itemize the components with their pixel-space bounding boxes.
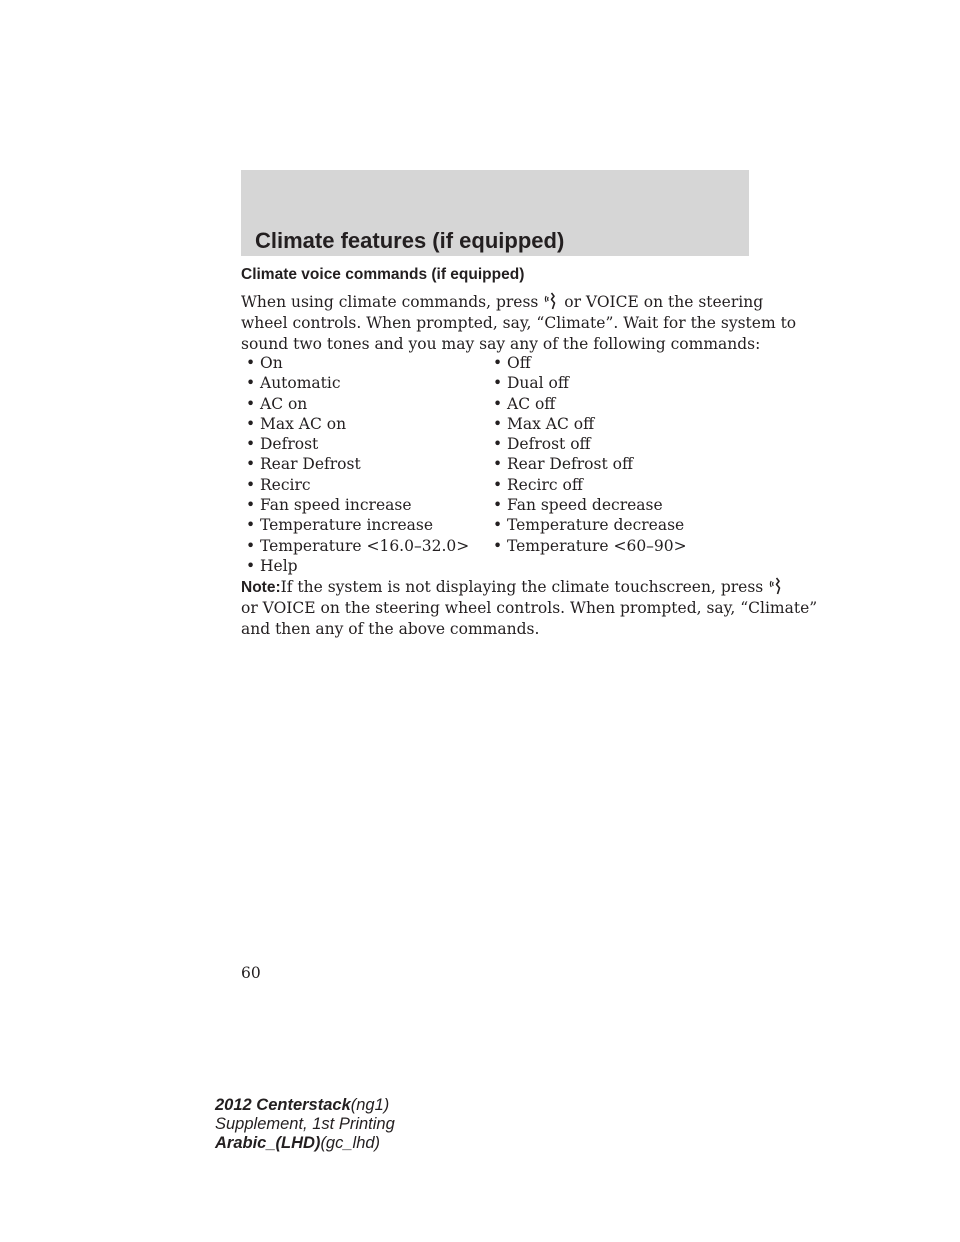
intro-text-before-icon: When using climate commands, press: [241, 293, 539, 311]
command-row: [246, 434, 751, 454]
list-item: [493, 373, 569, 393]
bullet: •: [246, 516, 256, 535]
command-row: [246, 373, 751, 393]
list-item: [246, 495, 412, 515]
command-text: Max AC off: [507, 414, 595, 433]
bullet: •: [493, 414, 503, 433]
list-item: [493, 495, 663, 515]
command-text: Recirc: [260, 475, 311, 494]
footer-line-1: [215, 1096, 395, 1115]
header-bar: [241, 170, 749, 256]
bullet: •: [493, 536, 503, 555]
chapter-title: Climate features (if equipped): [255, 228, 565, 253]
bullet: •: [246, 374, 256, 393]
bullet: •: [493, 394, 503, 413]
command-text: Defrost: [260, 435, 319, 454]
command-row: [246, 495, 751, 515]
list-item: [493, 434, 591, 454]
bullet: •: [493, 475, 503, 494]
command-row: [246, 556, 751, 576]
command-text: Automatic: [260, 374, 341, 393]
command-text: Recirc off: [507, 475, 583, 494]
list-item: [246, 414, 346, 434]
footer-publication: 2012 Centerstack: [215, 1096, 351, 1114]
list-item: [493, 536, 687, 556]
command-row: [246, 475, 751, 495]
note-line-2: or VOICE on the steering wheel controls. When prompted, say, “Climate”: [241, 599, 818, 617]
note-label: Note:: [241, 579, 281, 596]
command-row: [246, 536, 751, 556]
list-item: [246, 556, 298, 576]
list-item: [493, 394, 555, 414]
section-heading: Climate voice commands (if equipped): [241, 266, 525, 283]
note-line-3: and then any of the above commands.: [241, 620, 540, 638]
command-text: Temperature <16.0–32.0>: [260, 536, 470, 555]
intro-text-after-icon: or VOICE on the steering: [564, 293, 764, 311]
note-text-1: If the system is not displaying the climate touchscreen, press: [280, 578, 764, 596]
intro-line-3: sound two tones and you may say any of the following commands:: [241, 335, 761, 353]
command-row: [246, 454, 751, 474]
bullet: •: [493, 435, 503, 454]
command-row: [246, 414, 751, 434]
list-item: [246, 434, 318, 454]
command-text: Fan speed decrease: [507, 496, 663, 515]
list-item: [246, 353, 283, 373]
command-text: Help: [260, 556, 298, 575]
footer-line-3: [215, 1134, 395, 1153]
bullet: •: [493, 374, 503, 393]
page-number: 60: [241, 964, 261, 982]
list-item: [493, 414, 594, 434]
command-row: [246, 353, 751, 373]
command-text: Rear Defrost: [260, 455, 361, 474]
command-text: Fan speed increase: [260, 496, 412, 515]
list-item: [246, 394, 307, 414]
footer-code: (ng1): [350, 1096, 390, 1114]
footer-market-code: (gc_lhd): [320, 1134, 381, 1152]
command-text: Off: [507, 354, 531, 372]
list-item: [493, 353, 531, 373]
footer-market: Arabic_(LHD): [215, 1134, 321, 1152]
bullet: •: [246, 475, 256, 494]
list-item: [246, 515, 433, 535]
command-text: Max AC on: [260, 414, 347, 433]
list-item: [493, 475, 583, 495]
note-line-1: [241, 577, 764, 598]
list-item: [246, 454, 361, 474]
bullet: •: [246, 414, 256, 433]
command-text: Dual off: [507, 374, 569, 393]
command-text: On: [260, 354, 283, 372]
bullet: •: [246, 556, 256, 575]
bullet: •: [246, 354, 256, 372]
bullet: •: [493, 354, 503, 372]
intro-line-2: wheel controls. When prompted, say, “Climate”. Wait for the system to: [241, 314, 797, 332]
list-item: [246, 536, 469, 556]
note-paragraph: [241, 577, 818, 640]
bullet: •: [493, 496, 503, 515]
print-footer: [215, 1096, 395, 1153]
command-text: AC off: [507, 394, 556, 413]
command-text: Defrost off: [507, 435, 591, 454]
bullet: •: [246, 435, 256, 454]
bullet: •: [246, 394, 256, 413]
footer-line-2: Supplement, 1st Printing: [215, 1115, 395, 1133]
command-list: [246, 353, 751, 576]
command-row: [246, 394, 751, 414]
intro-paragraph: [241, 292, 797, 355]
bullet: •: [493, 455, 503, 474]
bullet: •: [246, 496, 256, 515]
intro-line-1: [241, 292, 764, 313]
list-item: [246, 475, 311, 495]
voice-icon: [544, 292, 557, 310]
bullet: •: [246, 455, 256, 474]
command-text: Temperature increase: [260, 516, 434, 535]
list-item: [246, 373, 341, 393]
list-item: [493, 454, 633, 474]
command-text: AC on: [260, 394, 308, 413]
command-text: Temperature <60–90>: [507, 536, 687, 555]
list-item: [493, 515, 684, 535]
command-text: Temperature decrease: [507, 516, 685, 535]
command-text: Rear Defrost off: [507, 455, 633, 474]
command-row: [246, 515, 751, 535]
voice-icon: [769, 577, 782, 595]
bullet: •: [246, 536, 256, 555]
bullet: •: [493, 516, 503, 535]
